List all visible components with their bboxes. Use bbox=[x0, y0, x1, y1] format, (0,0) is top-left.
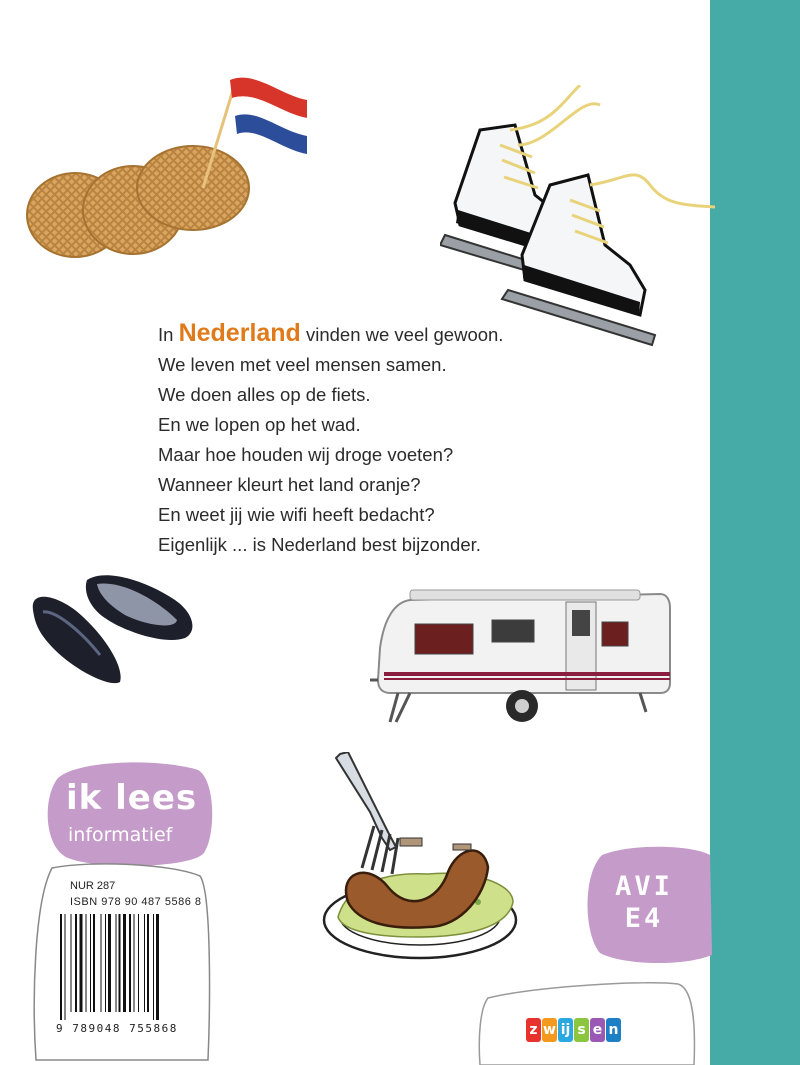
blurb-line-2: We leven met veel mensen samen. bbox=[158, 354, 447, 375]
barcode-bar bbox=[65, 914, 66, 1020]
highlight-nederland: Nederland bbox=[178, 319, 301, 347]
barcode-bar bbox=[75, 914, 77, 1012]
barcode-bar bbox=[134, 914, 135, 1012]
barcode-bar bbox=[86, 914, 87, 1012]
blurb-line-5: Maar hoe houden wij droge voeten? bbox=[158, 444, 454, 465]
series-logo bbox=[38, 758, 214, 868]
rookworst-stamppot-image bbox=[318, 752, 528, 967]
publisher-letter-5: e bbox=[590, 1018, 605, 1042]
barcode-bar bbox=[153, 914, 154, 1020]
book-spine bbox=[710, 0, 800, 1065]
publisher-letter-6: n bbox=[606, 1018, 621, 1042]
publisher-letter-4: s bbox=[574, 1018, 589, 1042]
barcode-bar bbox=[90, 914, 91, 1012]
publisher-letter-1: z bbox=[526, 1018, 541, 1042]
barcode-bar bbox=[60, 914, 62, 1020]
barcode-bar bbox=[71, 914, 72, 1012]
avi-label: AVI bbox=[615, 871, 673, 902]
barcode-icon bbox=[60, 914, 180, 1020]
barcode-bar bbox=[147, 914, 149, 1012]
barcode-bar bbox=[129, 914, 131, 1012]
barcode-bar bbox=[156, 914, 159, 1020]
blurb-line-6: Wanneer kleurt het land oranje? bbox=[158, 474, 421, 495]
barcode-bar bbox=[93, 914, 95, 1012]
barcode-bar bbox=[144, 914, 145, 1012]
stroopwafel-flag-image bbox=[25, 70, 315, 270]
isbn-number: ISBN 978 90 487 5586 8 bbox=[70, 896, 202, 908]
avi-level-badge bbox=[582, 845, 714, 965]
blurb-line-8: Eigenlijk ... is Nederland best bijzonder. bbox=[158, 534, 481, 555]
barcode-bar bbox=[105, 914, 106, 1012]
publisher-letter-2: w bbox=[542, 1018, 557, 1042]
barcode-bar bbox=[101, 914, 102, 1012]
publisher-logo bbox=[526, 1018, 621, 1044]
barcode-bar bbox=[119, 914, 121, 1012]
blurb-line-4: En we lopen op het wad. bbox=[158, 414, 361, 435]
barcode-bar bbox=[123, 914, 126, 1012]
series-logo-title: ik lees bbox=[66, 778, 198, 818]
mussels-image bbox=[25, 570, 200, 690]
blurb-line-1: In Nederland vinden we veel gewoon. bbox=[158, 319, 504, 347]
ice-skates-image bbox=[440, 85, 715, 355]
blurb-line-3: We doen alles op de fiets. bbox=[158, 384, 371, 405]
back-cover-blurb bbox=[158, 318, 578, 560]
nur-code: NUR 287 bbox=[70, 880, 116, 892]
series-logo-subtitle: informatief bbox=[68, 824, 173, 846]
barcode-bar bbox=[116, 914, 117, 1012]
blurb-line-7: En weet jij wie wifi heeft bedacht? bbox=[158, 504, 435, 525]
avi-level: E4 bbox=[624, 903, 664, 934]
barcode-bar bbox=[80, 914, 83, 1012]
publisher-letter-3: ij bbox=[558, 1018, 573, 1042]
barcode-bar bbox=[138, 914, 139, 1012]
caravan-image bbox=[370, 588, 675, 728]
barcode-digits: 9 789048 755868 bbox=[56, 1022, 178, 1035]
barcode-bar bbox=[108, 914, 111, 1012]
